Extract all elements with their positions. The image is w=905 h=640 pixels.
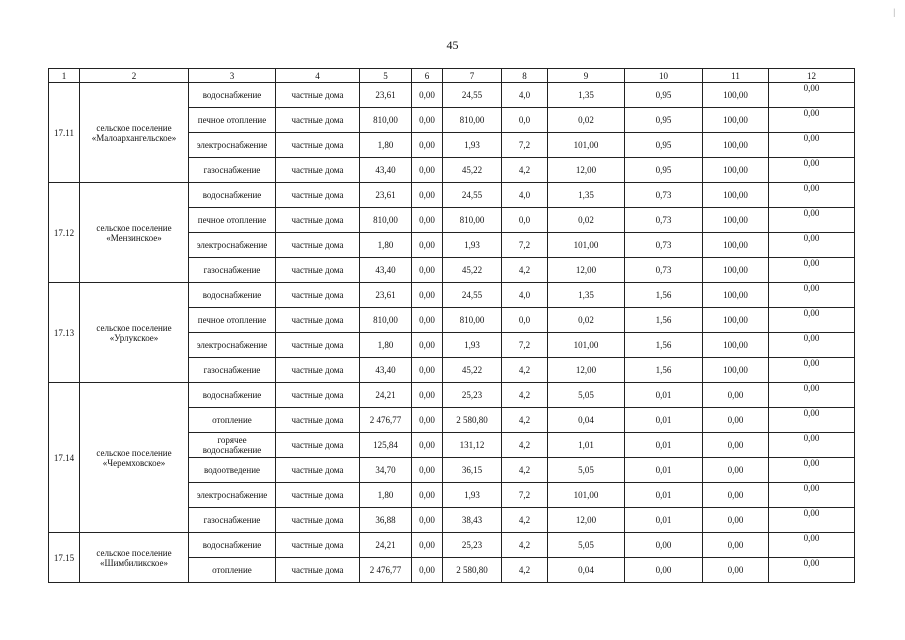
value-col7-cell: 1,93 bbox=[443, 483, 502, 508]
utility-cell: газоснабжение bbox=[189, 158, 276, 183]
utility-cell: газоснабжение bbox=[189, 258, 276, 283]
value-col5-cell: 36,88 bbox=[360, 508, 412, 533]
value-col7-cell: 24,55 bbox=[443, 283, 502, 308]
column-number-6: 6 bbox=[412, 69, 443, 83]
utility-cell: водоснабжение bbox=[189, 183, 276, 208]
value-col9-cell: 12,00 bbox=[548, 358, 625, 383]
value-col5-cell: 1,80 bbox=[360, 483, 412, 508]
value-col12-cell: 0,00 bbox=[769, 458, 855, 483]
value-col12-cell: 0,00 bbox=[769, 183, 855, 208]
utility-cell: отопление bbox=[189, 408, 276, 433]
value-col6-cell: 0,00 bbox=[412, 333, 443, 358]
value-col8-cell: 7,2 bbox=[502, 133, 548, 158]
value-col10-cell: 0,01 bbox=[625, 408, 703, 433]
value-col7-cell: 810,00 bbox=[443, 208, 502, 233]
consumer-cell: частные дома bbox=[276, 508, 360, 533]
value-col7-cell: 24,55 bbox=[443, 83, 502, 108]
value-col9-cell: 12,00 bbox=[548, 508, 625, 533]
value-col7-cell: 38,43 bbox=[443, 508, 502, 533]
value-col7-cell: 1,93 bbox=[443, 333, 502, 358]
consumer-cell: частные дома bbox=[276, 433, 360, 458]
value-col6-cell: 0,00 bbox=[412, 433, 443, 458]
value-col6-cell: 0,00 bbox=[412, 258, 443, 283]
value-col10-cell: 1,56 bbox=[625, 308, 703, 333]
value-col11-cell: 100,00 bbox=[703, 83, 769, 108]
value-col11-cell: 0,00 bbox=[703, 383, 769, 408]
value-col5-cell: 43,40 bbox=[360, 358, 412, 383]
value-col9-cell: 12,00 bbox=[548, 258, 625, 283]
value-col6-cell: 0,00 bbox=[412, 458, 443, 483]
table-body bbox=[49, 69, 855, 583]
value-col7-cell: 45,22 bbox=[443, 158, 502, 183]
settlement-code-cell: 17.15 bbox=[49, 533, 80, 583]
value-col7-cell: 45,22 bbox=[443, 358, 502, 383]
value-col7-cell: 131,12 bbox=[443, 433, 502, 458]
value-col5-cell: 1,80 bbox=[360, 133, 412, 158]
value-col8-cell: 7,2 bbox=[502, 483, 548, 508]
consumer-cell: частные дома bbox=[276, 208, 360, 233]
utility-cell: водоотведение bbox=[189, 458, 276, 483]
value-col8-cell: 4,2 bbox=[502, 433, 548, 458]
utility-cell: электроснабжение bbox=[189, 483, 276, 508]
value-col7-cell: 1,93 bbox=[443, 133, 502, 158]
value-col7-cell: 36,15 bbox=[443, 458, 502, 483]
value-col10-cell: 0,95 bbox=[625, 133, 703, 158]
utility-cell: водоснабжение bbox=[189, 283, 276, 308]
value-col9-cell: 1,35 bbox=[548, 183, 625, 208]
value-col9-cell: 1,35 bbox=[548, 83, 625, 108]
settlement-name-cell bbox=[80, 533, 189, 583]
column-number-8: 8 bbox=[502, 69, 548, 83]
value-col9-cell: 101,00 bbox=[548, 333, 625, 358]
value-col6-cell: 0,00 bbox=[412, 508, 443, 533]
settlement-name-line: «Шимбиликское» bbox=[100, 557, 168, 568]
value-col10-cell: 0,01 bbox=[625, 508, 703, 533]
value-col12-cell: 0,00 bbox=[769, 108, 855, 133]
value-col6-cell: 0,00 bbox=[412, 208, 443, 233]
settlement-name-line: «Малоархангельское» bbox=[91, 132, 177, 143]
value-col12-cell: 0,00 bbox=[769, 258, 855, 283]
value-col12-cell: 0,00 bbox=[769, 533, 855, 558]
settlement-code-cell: 17.11 bbox=[49, 83, 80, 183]
utility-cell: электроснабжение bbox=[189, 233, 276, 258]
value-col6-cell: 0,00 bbox=[412, 308, 443, 333]
settlement-code-cell: 17.12 bbox=[49, 183, 80, 283]
value-col10-cell: 1,56 bbox=[625, 358, 703, 383]
value-col6-cell: 0,00 bbox=[412, 408, 443, 433]
table-row bbox=[49, 533, 855, 558]
utility-cell: электроснабжение bbox=[189, 133, 276, 158]
value-col9-cell: 101,00 bbox=[548, 483, 625, 508]
value-col9-cell: 5,05 bbox=[548, 458, 625, 483]
settlement-name-line: «Мензинское» bbox=[106, 232, 162, 243]
value-col12-cell: 0,00 bbox=[769, 308, 855, 333]
utility-cell: водоснабжение bbox=[189, 83, 276, 108]
utility-cell: электроснабжение bbox=[189, 333, 276, 358]
value-col8-cell: 4,2 bbox=[502, 558, 548, 583]
value-col10-cell: 0,01 bbox=[625, 458, 703, 483]
value-col5-cell: 23,61 bbox=[360, 183, 412, 208]
column-number-4: 4 bbox=[276, 69, 360, 83]
consumer-cell: частные дома bbox=[276, 408, 360, 433]
value-col11-cell: 100,00 bbox=[703, 283, 769, 308]
settlement-code-cell: 17.13 bbox=[49, 283, 80, 383]
settlement-name-cell bbox=[80, 183, 189, 283]
value-col6-cell: 0,00 bbox=[412, 233, 443, 258]
value-col8-cell: 7,2 bbox=[502, 333, 548, 358]
value-col7-cell: 810,00 bbox=[443, 108, 502, 133]
value-col11-cell: 100,00 bbox=[703, 258, 769, 283]
value-col6-cell: 0,00 bbox=[412, 133, 443, 158]
column-number-row bbox=[49, 69, 855, 83]
value-col10-cell: 0,73 bbox=[625, 233, 703, 258]
consumer-cell: частные дома bbox=[276, 308, 360, 333]
column-number-3: 3 bbox=[189, 69, 276, 83]
value-col11-cell: 100,00 bbox=[703, 358, 769, 383]
column-number-11: 11 bbox=[703, 69, 769, 83]
value-col11-cell: 100,00 bbox=[703, 158, 769, 183]
consumer-cell: частные дома bbox=[276, 233, 360, 258]
corner-mark: | bbox=[893, 7, 895, 17]
value-col6-cell: 0,00 bbox=[412, 483, 443, 508]
value-col11-cell: 0,00 bbox=[703, 458, 769, 483]
consumer-cell: частные дома bbox=[276, 258, 360, 283]
value-col5-cell: 810,00 bbox=[360, 208, 412, 233]
column-number-10: 10 bbox=[625, 69, 703, 83]
value-col10-cell: 0,95 bbox=[625, 83, 703, 108]
value-col5-cell: 1,80 bbox=[360, 233, 412, 258]
consumer-cell: частные дома bbox=[276, 483, 360, 508]
value-col8-cell: 7,2 bbox=[502, 233, 548, 258]
utility-cell: водоснабжение bbox=[189, 383, 276, 408]
consumer-cell: частные дома bbox=[276, 558, 360, 583]
value-col12-cell: 0,00 bbox=[769, 233, 855, 258]
column-number-9: 9 bbox=[548, 69, 625, 83]
value-col6-cell: 0,00 bbox=[412, 108, 443, 133]
table-row bbox=[49, 383, 855, 408]
consumer-cell: частные дома bbox=[276, 358, 360, 383]
value-col12-cell: 0,00 bbox=[769, 208, 855, 233]
utility-cell: горячее водоснабжение bbox=[189, 433, 276, 458]
consumer-cell: частные дома bbox=[276, 133, 360, 158]
value-col6-cell: 0,00 bbox=[412, 533, 443, 558]
value-col10-cell: 0,00 bbox=[625, 558, 703, 583]
value-col9-cell: 1,35 bbox=[548, 283, 625, 308]
value-col8-cell: 4,2 bbox=[502, 158, 548, 183]
settlement-name-line: сельское поселение bbox=[96, 322, 172, 333]
value-col12-cell: 0,00 bbox=[769, 433, 855, 458]
value-col10-cell: 0,01 bbox=[625, 433, 703, 458]
value-col5-cell: 125,84 bbox=[360, 433, 412, 458]
value-col7-cell: 25,23 bbox=[443, 383, 502, 408]
utility-cell: печное отопление bbox=[189, 308, 276, 333]
value-col10-cell: 0,73 bbox=[625, 258, 703, 283]
consumer-cell: частные дома bbox=[276, 333, 360, 358]
value-col5-cell: 43,40 bbox=[360, 258, 412, 283]
value-col8-cell: 4,2 bbox=[502, 408, 548, 433]
value-col5-cell: 2 476,77 bbox=[360, 558, 412, 583]
value-col10-cell: 1,56 bbox=[625, 333, 703, 358]
value-col9-cell: 0,02 bbox=[548, 208, 625, 233]
utility-cell: печное отопление bbox=[189, 108, 276, 133]
value-col10-cell: 0,73 bbox=[625, 208, 703, 233]
value-col8-cell: 4,2 bbox=[502, 383, 548, 408]
value-col12-cell: 0,00 bbox=[769, 283, 855, 308]
settlement-name-line: «Урлукское» bbox=[109, 332, 159, 343]
value-col12-cell: 0,00 bbox=[769, 158, 855, 183]
value-col8-cell: 4,0 bbox=[502, 283, 548, 308]
consumer-cell: частные дома bbox=[276, 283, 360, 308]
value-col5-cell: 34,70 bbox=[360, 458, 412, 483]
consumer-cell: частные дома bbox=[276, 183, 360, 208]
utility-cell: газоснабжение bbox=[189, 508, 276, 533]
value-col10-cell: 0,00 bbox=[625, 533, 703, 558]
consumer-cell: частные дома bbox=[276, 458, 360, 483]
table-row bbox=[49, 283, 855, 308]
consumer-cell: частные дома bbox=[276, 83, 360, 108]
value-col5-cell: 23,61 bbox=[360, 83, 412, 108]
value-col5-cell: 43,40 bbox=[360, 158, 412, 183]
value-col10-cell: 1,56 bbox=[625, 283, 703, 308]
column-number-2: 2 bbox=[80, 69, 189, 83]
value-col8-cell: 0,0 bbox=[502, 208, 548, 233]
settlement-name-line: «Черемховское» bbox=[102, 457, 166, 468]
value-col5-cell: 23,61 bbox=[360, 283, 412, 308]
value-col8-cell: 4,2 bbox=[502, 258, 548, 283]
value-col10-cell: 0,73 bbox=[625, 183, 703, 208]
column-number-5: 5 bbox=[360, 69, 412, 83]
table-row bbox=[49, 83, 855, 108]
value-col8-cell: 4,0 bbox=[502, 83, 548, 108]
value-col8-cell: 0,0 bbox=[502, 308, 548, 333]
settlement-name-cell bbox=[80, 83, 189, 183]
value-col7-cell: 2 580,80 bbox=[443, 408, 502, 433]
value-col8-cell: 4,2 bbox=[502, 533, 548, 558]
value-col5-cell: 1,80 bbox=[360, 333, 412, 358]
value-col12-cell: 0,00 bbox=[769, 508, 855, 533]
value-col7-cell: 24,55 bbox=[443, 183, 502, 208]
value-col12-cell: 0,00 bbox=[769, 483, 855, 508]
settlement-name-cell bbox=[80, 383, 189, 533]
value-col11-cell: 0,00 bbox=[703, 433, 769, 458]
value-col11-cell: 100,00 bbox=[703, 133, 769, 158]
value-col11-cell: 0,00 bbox=[703, 408, 769, 433]
column-number-1: 1 bbox=[49, 69, 80, 83]
value-col10-cell: 0,95 bbox=[625, 108, 703, 133]
settlement-name-line: сельское поселение bbox=[96, 447, 172, 458]
utility-cell: отопление bbox=[189, 558, 276, 583]
value-col9-cell: 0,04 bbox=[548, 408, 625, 433]
value-col8-cell: 0,0 bbox=[502, 108, 548, 133]
settlement-name-line: сельское поселение bbox=[96, 122, 172, 133]
value-col9-cell: 5,05 bbox=[548, 383, 625, 408]
value-col11-cell: 100,00 bbox=[703, 233, 769, 258]
value-col9-cell: 101,00 bbox=[548, 133, 625, 158]
value-col8-cell: 4,2 bbox=[502, 508, 548, 533]
value-col9-cell: 12,00 bbox=[548, 158, 625, 183]
value-col12-cell: 0,00 bbox=[769, 333, 855, 358]
value-col8-cell: 4,2 bbox=[502, 358, 548, 383]
value-col11-cell: 0,00 bbox=[703, 533, 769, 558]
value-col5-cell: 810,00 bbox=[360, 308, 412, 333]
value-col11-cell: 0,00 bbox=[703, 558, 769, 583]
value-col12-cell: 0,00 bbox=[769, 133, 855, 158]
value-col11-cell: 100,00 bbox=[703, 308, 769, 333]
value-col12-cell: 0,00 bbox=[769, 358, 855, 383]
value-col10-cell: 0,95 bbox=[625, 158, 703, 183]
consumer-cell: частные дома bbox=[276, 533, 360, 558]
value-col9-cell: 0,04 bbox=[548, 558, 625, 583]
consumer-cell: частные дома bbox=[276, 383, 360, 408]
value-col6-cell: 0,00 bbox=[412, 283, 443, 308]
value-col9-cell: 1,01 bbox=[548, 433, 625, 458]
value-col12-cell: 0,00 bbox=[769, 83, 855, 108]
value-col5-cell: 24,21 bbox=[360, 533, 412, 558]
value-col5-cell: 24,21 bbox=[360, 383, 412, 408]
column-number-12: 12 bbox=[769, 69, 855, 83]
value-col6-cell: 0,00 bbox=[412, 183, 443, 208]
consumer-cell: частные дома bbox=[276, 158, 360, 183]
consumer-cell: частные дома bbox=[276, 108, 360, 133]
value-col5-cell: 810,00 bbox=[360, 108, 412, 133]
value-col11-cell: 100,00 bbox=[703, 333, 769, 358]
value-col9-cell: 101,00 bbox=[548, 233, 625, 258]
settlement-name-line: сельское поселение bbox=[96, 222, 172, 233]
value-col11-cell: 0,00 bbox=[703, 483, 769, 508]
value-col6-cell: 0,00 bbox=[412, 383, 443, 408]
utility-cell: газоснабжение bbox=[189, 358, 276, 383]
value-col10-cell: 0,01 bbox=[625, 383, 703, 408]
value-col6-cell: 0,00 bbox=[412, 358, 443, 383]
value-col9-cell: 0,02 bbox=[548, 108, 625, 133]
value-col6-cell: 0,00 bbox=[412, 83, 443, 108]
value-col6-cell: 0,00 bbox=[412, 158, 443, 183]
settlement-name-cell bbox=[80, 283, 189, 383]
value-col12-cell: 0,00 bbox=[769, 383, 855, 408]
table-row bbox=[49, 183, 855, 208]
page-number: 45 bbox=[446, 38, 459, 52]
value-col7-cell: 2 580,80 bbox=[443, 558, 502, 583]
value-col11-cell: 100,00 bbox=[703, 108, 769, 133]
settlement-name-line: сельское поселение bbox=[96, 547, 172, 558]
value-col11-cell: 100,00 bbox=[703, 183, 769, 208]
value-col8-cell: 4,2 bbox=[502, 458, 548, 483]
value-col11-cell: 0,00 bbox=[703, 508, 769, 533]
value-col7-cell: 810,00 bbox=[443, 308, 502, 333]
value-col7-cell: 45,22 bbox=[443, 258, 502, 283]
utility-cell: печное отопление bbox=[189, 208, 276, 233]
settlement-code-cell: 17.14 bbox=[49, 383, 80, 533]
tariff-table bbox=[48, 68, 855, 583]
value-col12-cell: 0,00 bbox=[769, 558, 855, 583]
value-col11-cell: 100,00 bbox=[703, 208, 769, 233]
value-col9-cell: 5,05 bbox=[548, 533, 625, 558]
value-col5-cell: 2 476,77 bbox=[360, 408, 412, 433]
value-col7-cell: 25,23 bbox=[443, 533, 502, 558]
utility-cell: водоснабжение bbox=[189, 533, 276, 558]
value-col6-cell: 0,00 bbox=[412, 558, 443, 583]
value-col12-cell: 0,00 bbox=[769, 408, 855, 433]
value-col7-cell: 1,93 bbox=[443, 233, 502, 258]
value-col10-cell: 0,01 bbox=[625, 483, 703, 508]
column-number-7: 7 bbox=[443, 69, 502, 83]
value-col8-cell: 4,0 bbox=[502, 183, 548, 208]
value-col9-cell: 0,02 bbox=[548, 308, 625, 333]
